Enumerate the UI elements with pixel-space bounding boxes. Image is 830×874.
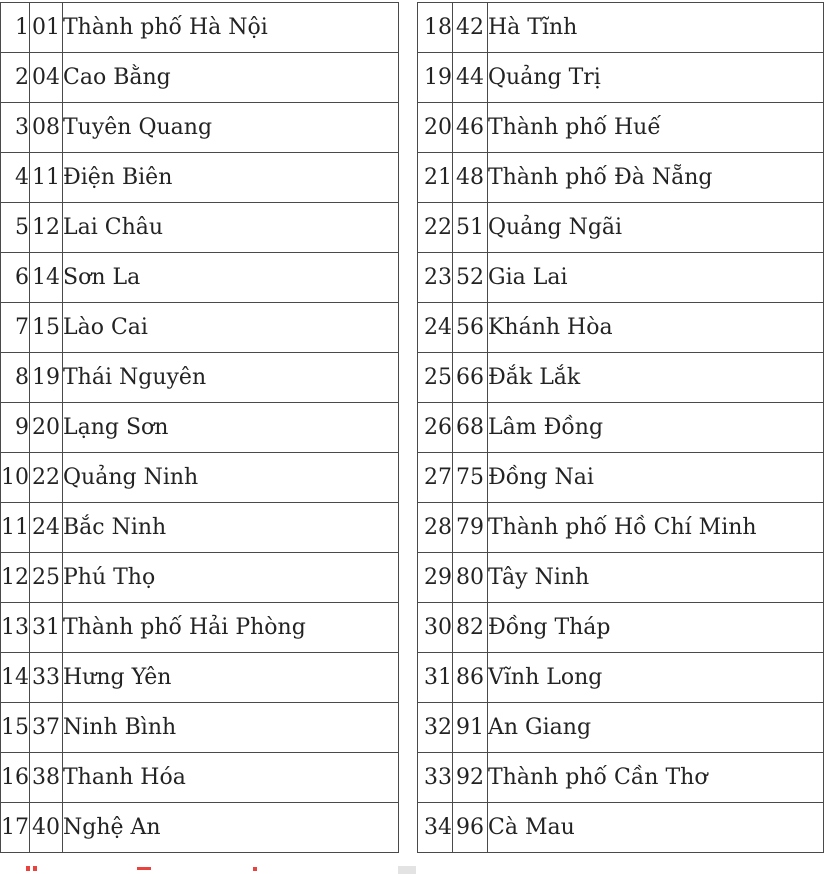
province-name-cell: Hưng Yên bbox=[63, 653, 399, 703]
row-index-cell: 6 bbox=[1, 253, 30, 303]
province-code-cell: 20 bbox=[30, 403, 63, 453]
cutoff-red-text-fragment bbox=[253, 867, 257, 871]
table-row bbox=[418, 753, 824, 803]
province-name-cell: Khánh Hòa bbox=[488, 303, 824, 353]
province-name-cell: Lào Cai bbox=[63, 303, 399, 353]
province-name-cell: Cao Bằng bbox=[63, 53, 399, 103]
cutoff-red-text-fragment bbox=[33, 866, 37, 871]
province-code-cell: 80 bbox=[453, 553, 488, 603]
table-row bbox=[418, 103, 824, 153]
table-row bbox=[418, 153, 824, 203]
province-code-cell: 82 bbox=[453, 603, 488, 653]
row-index-cell: 5 bbox=[1, 203, 30, 253]
province-name-cell: Đồng Nai bbox=[488, 453, 824, 503]
province-name-cell: Thái Nguyên bbox=[63, 353, 399, 403]
row-index-cell: 31 bbox=[418, 653, 453, 703]
province-code-cell: 38 bbox=[30, 753, 63, 803]
row-index-cell: 22 bbox=[418, 203, 453, 253]
province-name-cell: Đắk Lắk bbox=[488, 353, 824, 403]
table-row bbox=[1, 203, 399, 253]
row-index-cell: 3 bbox=[1, 103, 30, 153]
province-name-cell: Thanh Hóa bbox=[63, 753, 399, 803]
row-index-cell: 23 bbox=[418, 253, 453, 303]
row-index-cell: 15 bbox=[1, 703, 30, 753]
row-index-cell: 4 bbox=[1, 153, 30, 203]
table-row bbox=[418, 553, 824, 603]
table-row bbox=[418, 453, 824, 503]
table-row bbox=[1, 403, 399, 453]
province-code-cell: 46 bbox=[453, 103, 488, 153]
table-row bbox=[418, 403, 824, 453]
row-index-cell: 21 bbox=[418, 153, 453, 203]
table-row bbox=[418, 253, 824, 303]
province-code-cell: 51 bbox=[453, 203, 488, 253]
row-index-cell: 7 bbox=[1, 303, 30, 353]
province-code-cell: 31 bbox=[30, 603, 63, 653]
row-index-cell: 27 bbox=[418, 453, 453, 503]
province-code-cell: 44 bbox=[453, 53, 488, 103]
province-name-cell: Nghệ An bbox=[63, 803, 399, 853]
row-index-cell: 10 bbox=[1, 453, 30, 503]
row-index-cell: 28 bbox=[418, 503, 453, 553]
row-index-cell: 14 bbox=[1, 653, 30, 703]
table-row bbox=[418, 703, 824, 753]
province-name-cell: Tuyên Quang bbox=[63, 103, 399, 153]
table-row bbox=[1, 153, 399, 203]
row-index-cell: 30 bbox=[418, 603, 453, 653]
province-name-cell: Thành phố Huế bbox=[488, 103, 824, 153]
province-name-cell: Cà Mau bbox=[488, 803, 824, 853]
table-row bbox=[1, 653, 399, 703]
row-index-cell: 20 bbox=[418, 103, 453, 153]
province-name-cell: Sơn La bbox=[63, 253, 399, 303]
table-row bbox=[418, 603, 824, 653]
row-index-cell: 19 bbox=[418, 53, 453, 103]
table-row bbox=[1, 803, 399, 853]
province-code-cell: 52 bbox=[453, 253, 488, 303]
province-code-cell: 33 bbox=[30, 653, 63, 703]
cutoff-red-text-fragment bbox=[26, 866, 30, 871]
province-name-cell: Thành phố Đà Nẵng bbox=[488, 153, 824, 203]
table-row bbox=[418, 653, 824, 703]
province-code-cell: 37 bbox=[30, 703, 63, 753]
province-name-cell: Gia Lai bbox=[488, 253, 824, 303]
table-row bbox=[418, 203, 824, 253]
cutoff-red-text-fragment bbox=[137, 867, 151, 870]
province-name-cell: Ninh Bình bbox=[63, 703, 399, 753]
province-table-right bbox=[417, 2, 824, 853]
province-name-cell: Thành phố Hải Phòng bbox=[63, 603, 399, 653]
table-row bbox=[418, 503, 824, 553]
table-row bbox=[1, 503, 399, 553]
row-index-cell: 17 bbox=[1, 803, 30, 853]
province-code-cell: 14 bbox=[30, 253, 63, 303]
province-code-cell: 11 bbox=[30, 153, 63, 203]
row-index-cell: 26 bbox=[418, 403, 453, 453]
province-code-cell: 22 bbox=[30, 453, 63, 503]
table-row bbox=[418, 303, 824, 353]
province-code-cell: 08 bbox=[30, 103, 63, 153]
province-code-cell: 04 bbox=[30, 53, 63, 103]
province-code-cell: 01 bbox=[30, 3, 63, 53]
province-name-cell: Hà Tĩnh bbox=[488, 3, 824, 53]
province-name-cell: Phú Thọ bbox=[63, 553, 399, 603]
row-index-cell: 29 bbox=[418, 553, 453, 603]
province-code-cell: 12 bbox=[30, 203, 63, 253]
province-code-cell: 42 bbox=[453, 3, 488, 53]
table-row bbox=[1, 703, 399, 753]
province-table-left-body bbox=[1, 3, 399, 853]
province-table-right-body bbox=[418, 3, 824, 853]
province-name-cell: Bắc Ninh bbox=[63, 503, 399, 553]
row-index-cell: 33 bbox=[418, 753, 453, 803]
row-index-cell: 12 bbox=[1, 553, 30, 603]
province-name-cell: An Giang bbox=[488, 703, 824, 753]
province-code-cell: 25 bbox=[30, 553, 63, 603]
province-code-cell: 79 bbox=[453, 503, 488, 553]
table-row bbox=[418, 53, 824, 103]
province-code-cell: 15 bbox=[30, 303, 63, 353]
row-index-cell: 1 bbox=[1, 3, 30, 53]
row-index-cell: 11 bbox=[1, 503, 30, 553]
row-index-cell: 25 bbox=[418, 353, 453, 403]
table-row bbox=[418, 803, 824, 853]
province-name-cell: Lâm Đồng bbox=[488, 403, 824, 453]
province-code-cell: 19 bbox=[30, 353, 63, 403]
table-row bbox=[1, 253, 399, 303]
province-name-cell: Tây Ninh bbox=[488, 553, 824, 603]
province-name-cell: Quảng Ngãi bbox=[488, 203, 824, 253]
row-index-cell: 2 bbox=[1, 53, 30, 103]
province-name-cell: Thành phố Cần Thơ bbox=[488, 753, 824, 803]
province-name-cell: Thành phố Hà Nội bbox=[63, 3, 399, 53]
row-index-cell: 32 bbox=[418, 703, 453, 753]
province-code-cell: 66 bbox=[453, 353, 488, 403]
province-name-cell: Lạng Sơn bbox=[63, 403, 399, 453]
row-index-cell: 24 bbox=[418, 303, 453, 353]
province-code-cell: 91 bbox=[453, 703, 488, 753]
province-code-cell: 96 bbox=[453, 803, 488, 853]
table-row bbox=[1, 303, 399, 353]
province-code-cell: 75 bbox=[453, 453, 488, 503]
province-code-cell: 48 bbox=[453, 153, 488, 203]
province-table-left bbox=[0, 2, 399, 853]
province-name-cell: Thành phố Hồ Chí Minh bbox=[488, 503, 824, 553]
province-name-cell: Đồng Tháp bbox=[488, 603, 824, 653]
province-code-cell: 40 bbox=[30, 803, 63, 853]
cutoff-gray-fragment bbox=[398, 866, 416, 874]
province-code-cell: 86 bbox=[453, 653, 488, 703]
table-row bbox=[418, 353, 824, 403]
table-row bbox=[1, 753, 399, 803]
table-row bbox=[1, 603, 399, 653]
table-row bbox=[1, 103, 399, 153]
province-code-cell: 92 bbox=[453, 753, 488, 803]
table-row bbox=[1, 553, 399, 603]
province-name-cell: Điện Biên bbox=[63, 153, 399, 203]
table-row bbox=[1, 353, 399, 403]
row-index-cell: 8 bbox=[1, 353, 30, 403]
province-name-cell: Quảng Ninh bbox=[63, 453, 399, 503]
row-index-cell: 9 bbox=[1, 403, 30, 453]
table-row bbox=[418, 3, 824, 53]
row-index-cell: 18 bbox=[418, 3, 453, 53]
table-row bbox=[1, 53, 399, 103]
row-index-cell: 13 bbox=[1, 603, 30, 653]
province-code-cell: 24 bbox=[30, 503, 63, 553]
province-code-cell: 56 bbox=[453, 303, 488, 353]
province-code-cell: 68 bbox=[453, 403, 488, 453]
table-row bbox=[1, 3, 399, 53]
province-name-cell: Lai Châu bbox=[63, 203, 399, 253]
row-index-cell: 16 bbox=[1, 753, 30, 803]
province-name-cell: Vĩnh Long bbox=[488, 653, 824, 703]
table-row bbox=[1, 453, 399, 503]
row-index-cell: 34 bbox=[418, 803, 453, 853]
province-name-cell: Quảng Trị bbox=[488, 53, 824, 103]
